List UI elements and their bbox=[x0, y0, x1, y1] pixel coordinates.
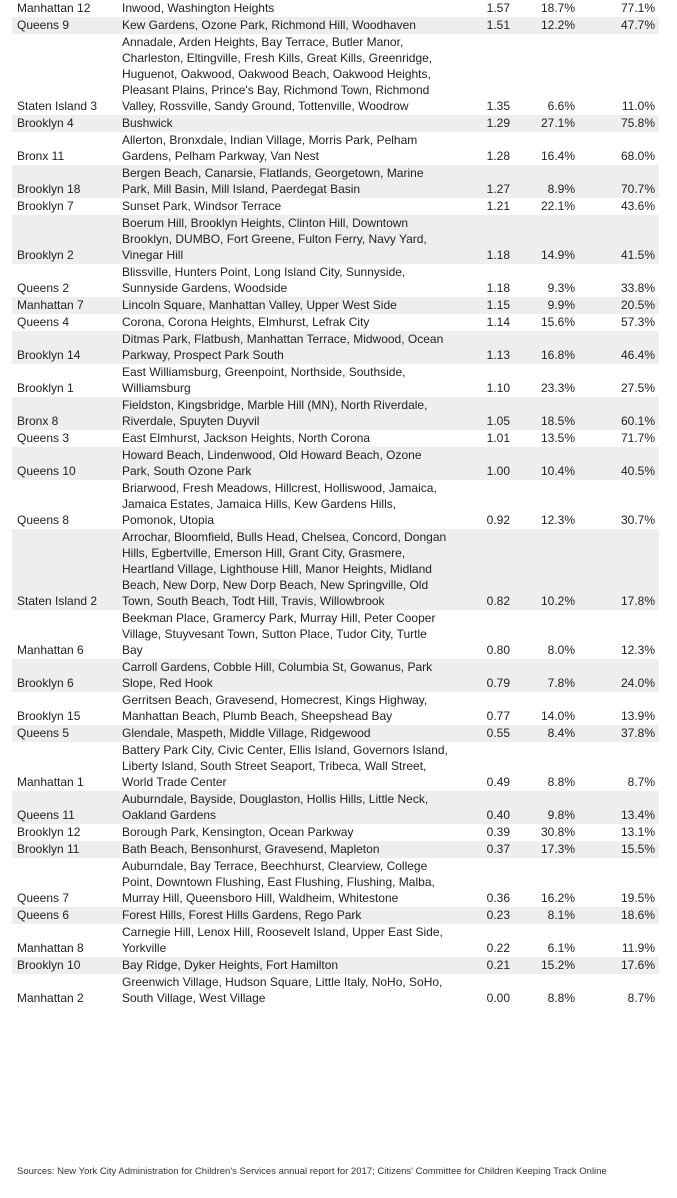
percent-a-cell: 6.6% bbox=[547, 99, 575, 113]
neighborhoods-cell: Lincoln Square, Manhattan Valley, Upper West Side bbox=[118, 297, 454, 314]
percent-b-cell: 47.7% bbox=[575, 17, 659, 34]
district-cell: Queens 4 bbox=[17, 315, 70, 329]
neighborhoods-cell: Blissville, Hunters Point, Long Island City, Sunnyside, Sunnyside Gardens, Woodside bbox=[122, 265, 406, 295]
neighborhoods-cell: Howard Beach, Lindenwood, Old Howard Beach, Ozone Park, South Ozone Park bbox=[118, 447, 454, 480]
district-cell: Staten Island 2 bbox=[12, 529, 118, 610]
district-cell: Brooklyn 10 bbox=[12, 957, 118, 974]
table-row bbox=[12, 215, 659, 264]
percent-b-cell: 12.3% bbox=[620, 643, 655, 657]
percent-b-cell: 41.5% bbox=[575, 215, 659, 264]
table-row bbox=[12, 841, 659, 858]
neighborhoods-cell: Bergen Beach, Canarsie, Flatlands, Georgetown, Marine Park, Mill Basin, Mill Island, Paerdegat Basin bbox=[118, 165, 454, 198]
percent-a-cell: 10.2% bbox=[518, 529, 575, 610]
district-cell: Brooklyn 7 bbox=[17, 199, 74, 213]
ratio-cell: 1.35 bbox=[486, 99, 510, 113]
percent-a-cell: 8.9% bbox=[518, 165, 575, 198]
ratio-cell: 1.18 bbox=[486, 281, 510, 295]
district-cell: Queens 6 bbox=[12, 907, 118, 924]
neighborhoods-cell: Battery Park City, Civic Center, Ellis Island, Governors Island, Liberty Island, South Street Seaport, Tribeca, Wall Street, World Trade Center bbox=[122, 743, 448, 789]
table-row bbox=[12, 17, 659, 34]
percent-a-cell: 27.1% bbox=[518, 115, 575, 132]
ratio-cell: 0.23 bbox=[454, 907, 518, 924]
percent-b-cell: 70.7% bbox=[575, 165, 659, 198]
table-row bbox=[12, 0, 659, 17]
district-cell: Queens 11 bbox=[12, 791, 118, 824]
neighborhoods-cell: Gerritsen Beach, Gravesend, Homecrest, Kings Highway, Manhattan Beach, Plumb Beach, Sheepshead Bay bbox=[122, 693, 428, 723]
district-cell: Brooklyn 6 bbox=[12, 659, 118, 692]
table-row bbox=[12, 132, 659, 165]
ratio-cell: 1.01 bbox=[486, 431, 510, 445]
table-row bbox=[12, 824, 659, 841]
neighborhoods-cell: Arrochar, Bloomfield, Bulls Head, Chelsea, Concord, Dongan Hills, Egbertville, Emerson Hill, Grant City, Grasmere, Heartland Village, Lighthouse Hill, Manor Heights, Midland Beach, New Dorp, New Dorp Beach, New Springville, Old Town, South Beach, Todt Hill, Travis, Willowbrook bbox=[118, 529, 454, 610]
ratio-cell: 0.37 bbox=[454, 841, 518, 858]
neighborhoods-cell: Kew Gardens, Ozone Park, Richmond Hill, Woodhaven bbox=[118, 17, 454, 34]
table-row bbox=[12, 957, 659, 974]
percent-b-cell: 46.4% bbox=[575, 331, 659, 364]
neighborhoods-cell: Bath Beach, Bensonhurst, Gravesend, Mapleton bbox=[118, 841, 454, 858]
percent-a-cell: 18.7% bbox=[540, 1, 575, 15]
percent-a-cell: 16.2% bbox=[540, 891, 575, 905]
ratio-cell: 0.39 bbox=[486, 825, 510, 839]
neighborhoods-cell: Beekman Place, Gramercy Park, Murray Hill, Peter Cooper Village, Stuyvesant Town, Sutton Place, Tudor City, Turtle Bay bbox=[122, 611, 436, 657]
ratio-cell: 0.92 bbox=[486, 513, 510, 527]
ratio-cell: 0.21 bbox=[454, 957, 518, 974]
ratio-cell: 1.18 bbox=[454, 215, 518, 264]
district-table bbox=[12, 0, 659, 1007]
percent-b-cell: 33.8% bbox=[620, 281, 655, 295]
table-row bbox=[12, 331, 659, 364]
table-row bbox=[12, 34, 659, 115]
neighborhoods-cell: Carnegie Hill, Lenox Hill, Roosevelt Island, Upper East Side, Yorkville bbox=[122, 925, 443, 955]
percent-b-cell: 24.0% bbox=[575, 659, 659, 692]
district-cell: Brooklyn 1 bbox=[17, 381, 74, 395]
percent-b-cell: 68.0% bbox=[620, 149, 655, 163]
neighborhoods-cell: Greenwich Village, Hudson Square, Little Italy, NoHo, SoHo, South Village, West Village bbox=[122, 975, 443, 1005]
percent-a-cell: 9.8% bbox=[518, 791, 575, 824]
ratio-cell: 1.57 bbox=[486, 1, 510, 15]
ratio-cell: 1.51 bbox=[454, 17, 518, 34]
district-cell: Staten Island 3 bbox=[17, 99, 98, 113]
ratio-cell: 1.15 bbox=[454, 297, 518, 314]
table-row bbox=[12, 165, 659, 198]
percent-b-cell: 30.7% bbox=[620, 513, 655, 527]
neighborhoods-cell: Sunset Park, Windsor Terrace bbox=[122, 199, 282, 213]
table-row bbox=[12, 314, 659, 331]
percent-b-cell: 27.5% bbox=[620, 381, 655, 395]
neighborhoods-cell: Borough Park, Kensington, Ocean Parkway bbox=[122, 825, 354, 839]
district-cell: Brooklyn 14 bbox=[12, 331, 118, 364]
percent-b-cell: 8.7% bbox=[627, 991, 655, 1005]
percent-a-cell: 15.6% bbox=[540, 315, 575, 329]
ratio-cell: 0.77 bbox=[486, 709, 510, 723]
percent-b-cell: 17.8% bbox=[575, 529, 659, 610]
district-cell: Queens 8 bbox=[17, 513, 70, 527]
percent-b-cell: 19.5% bbox=[620, 891, 655, 905]
neighborhoods-cell: Boerum Hill, Brooklyn Heights, Clinton Hill, Downtown Brooklyn, DUMBO, Fort Greene, Fulton Ferry, Navy Yard, Vinegar Hill bbox=[118, 215, 454, 264]
table-row bbox=[12, 858, 659, 907]
percent-b-cell: 57.3% bbox=[620, 315, 655, 329]
table-row bbox=[12, 725, 659, 742]
percent-a-cell: 12.2% bbox=[518, 17, 575, 34]
ratio-cell: 1.29 bbox=[454, 115, 518, 132]
percent-b-cell: 17.6% bbox=[575, 957, 659, 974]
percent-b-cell: 13.4% bbox=[575, 791, 659, 824]
ratio-cell: 1.27 bbox=[454, 165, 518, 198]
table-row bbox=[12, 198, 659, 215]
neighborhoods-cell: Bushwick bbox=[118, 115, 454, 132]
table-row bbox=[12, 529, 659, 610]
table-row bbox=[12, 791, 659, 824]
percent-a-cell: 9.3% bbox=[547, 281, 575, 295]
table-row bbox=[12, 907, 659, 924]
ratio-cell: 0.00 bbox=[486, 991, 510, 1005]
table-row bbox=[12, 974, 659, 1007]
percent-a-cell: 8.8% bbox=[547, 991, 575, 1005]
district-cell: Queens 7 bbox=[17, 891, 70, 905]
percent-b-cell: 13.9% bbox=[620, 709, 655, 723]
percent-a-cell: 8.8% bbox=[547, 775, 575, 789]
district-cell: Queens 2 bbox=[17, 281, 70, 295]
ratio-cell: 1.00 bbox=[454, 447, 518, 480]
district-cell: Brooklyn 12 bbox=[17, 825, 81, 839]
neighborhoods-cell: Auburndale, Bay Terrace, Beechhurst, Clearview, College Point, Downtown Flushing, East Flushing, Flushing, Malba, Murray Hill, Queensboro Hill, Waldheim, Whitestone bbox=[122, 859, 435, 905]
ratio-cell: 0.80 bbox=[486, 643, 510, 657]
neighborhoods-cell: Fieldston, Kingsbridge, Marble Hill (MN), North Riverdale, Riverdale, Spuyten Duyvil bbox=[118, 397, 454, 430]
table-row bbox=[12, 297, 659, 314]
table-row bbox=[12, 430, 659, 447]
neighborhoods-cell: Glendale, Maspeth, Middle Village, Ridgewood bbox=[118, 725, 454, 742]
percent-a-cell: 15.2% bbox=[518, 957, 575, 974]
neighborhoods-cell: Bay Ridge, Dyker Heights, Fort Hamilton bbox=[118, 957, 454, 974]
neighborhoods-cell: Corona, Corona Heights, Elmhurst, Lefrak City bbox=[122, 315, 370, 329]
district-cell: Manhattan 6 bbox=[17, 643, 84, 657]
district-cell: Queens 10 bbox=[12, 447, 118, 480]
neighborhoods-cell: Annadale, Arden Heights, Bay Terrace, Butler Manor, Charleston, Eltingville, Fresh Kills, Great Kills, Greenridge, Huguenot, Oakwood, Oakwood Beach, Oakwood Heights, Pleasant Plains, Prince's Bay, Richmond Town, Richmond Valley, Rossville, Sandy Ground, Tottenville, Woodrow bbox=[122, 35, 433, 113]
percent-b-cell: 60.1% bbox=[575, 397, 659, 430]
ratio-cell: 1.10 bbox=[486, 381, 510, 395]
percent-a-cell: 16.8% bbox=[518, 331, 575, 364]
ratio-cell: 0.22 bbox=[486, 941, 510, 955]
ratio-cell: 1.28 bbox=[486, 149, 510, 163]
percent-a-cell: 9.9% bbox=[518, 297, 575, 314]
ratio-cell: 0.40 bbox=[454, 791, 518, 824]
percent-b-cell: 15.5% bbox=[575, 841, 659, 858]
table-row bbox=[12, 742, 659, 791]
district-cell: Manhattan 2 bbox=[17, 991, 84, 1005]
table-row bbox=[12, 264, 659, 297]
district-cell: Queens 3 bbox=[17, 431, 70, 445]
district-cell: Queens 5 bbox=[12, 725, 118, 742]
district-cell: Brooklyn 15 bbox=[17, 709, 81, 723]
table-row bbox=[12, 610, 659, 659]
percent-b-cell: 20.5% bbox=[575, 297, 659, 314]
district-cell: Queens 9 bbox=[12, 17, 118, 34]
district-cell: Manhattan 7 bbox=[12, 297, 118, 314]
percent-b-cell: 18.6% bbox=[575, 907, 659, 924]
district-cell: Manhattan 1 bbox=[17, 775, 84, 789]
table-row bbox=[12, 480, 659, 529]
neighborhoods-cell: Auburndale, Bayside, Douglaston, Hollis Hills, Little Neck, Oakland Gardens bbox=[118, 791, 454, 824]
ratio-cell: 0.79 bbox=[454, 659, 518, 692]
percent-a-cell: 13.5% bbox=[540, 431, 575, 445]
percent-a-cell: 16.4% bbox=[540, 149, 575, 163]
district-cell: Bronx 8 bbox=[12, 397, 118, 430]
neighborhoods-cell: Allerton, Bronxdale, Indian Village, Morris Park, Pelham Gardens, Pelham Parkway, Van Nest bbox=[122, 133, 418, 163]
percent-a-cell: 12.3% bbox=[540, 513, 575, 527]
ratio-cell: 0.55 bbox=[454, 725, 518, 742]
percent-a-cell: 30.8% bbox=[540, 825, 575, 839]
ratio-cell: 1.21 bbox=[486, 199, 510, 213]
table-row bbox=[12, 447, 659, 480]
table-body bbox=[12, 0, 659, 1007]
neighborhoods-cell: East Williamsburg, Greenpoint, Northside, Southside, Williamsburg bbox=[122, 365, 406, 395]
table-row bbox=[12, 924, 659, 957]
district-cell: Brooklyn 4 bbox=[12, 115, 118, 132]
table-row bbox=[12, 692, 659, 725]
source-note: Sources: New York City Administration for Children's Services annual report for 2017; Citizens' Committee for Children Keeping Track Online bbox=[17, 1166, 607, 1177]
percent-a-cell: 6.1% bbox=[547, 941, 575, 955]
table-row bbox=[12, 364, 659, 397]
percent-b-cell: 11.9% bbox=[621, 941, 655, 955]
percent-b-cell: 71.7% bbox=[620, 431, 655, 445]
percent-a-cell: 14.0% bbox=[540, 709, 575, 723]
percent-b-cell: 75.8% bbox=[575, 115, 659, 132]
neighborhoods-cell: Briarwood, Fresh Meadows, Hillcrest, Holliswood, Jamaica, Jamaica Estates, Jamaica Hills, Kew Gardens Hills, Pomonok, Utopia bbox=[122, 481, 437, 527]
percent-a-cell: 23.3% bbox=[540, 381, 575, 395]
ratio-cell: 0.49 bbox=[486, 775, 510, 789]
neighborhoods-cell: Inwood, Washington Heights bbox=[122, 1, 275, 15]
percent-a-cell: 14.9% bbox=[518, 215, 575, 264]
ratio-cell: 0.36 bbox=[486, 891, 510, 905]
percent-a-cell: 7.8% bbox=[518, 659, 575, 692]
percent-b-cell: 11.0% bbox=[621, 99, 655, 113]
table-row bbox=[12, 659, 659, 692]
percent-b-cell: 40.5% bbox=[575, 447, 659, 480]
percent-b-cell: 37.8% bbox=[575, 725, 659, 742]
district-cell: Manhattan 12 bbox=[17, 1, 91, 15]
district-cell: Brooklyn 2 bbox=[12, 215, 118, 264]
percent-a-cell: 8.4% bbox=[518, 725, 575, 742]
percent-b-cell: 13.1% bbox=[620, 825, 655, 839]
ratio-cell: 1.05 bbox=[454, 397, 518, 430]
table-row bbox=[12, 397, 659, 430]
percent-a-cell: 8.1% bbox=[518, 907, 575, 924]
neighborhoods-cell: East Elmhurst, Jackson Heights, North Corona bbox=[122, 431, 371, 445]
percent-a-cell: 22.1% bbox=[540, 199, 575, 213]
neighborhoods-cell: Ditmas Park, Flatbush, Manhattan Terrace, Midwood, Ocean Parkway, Prospect Park South bbox=[118, 331, 454, 364]
percent-b-cell: 43.6% bbox=[620, 199, 655, 213]
ratio-cell: 1.13 bbox=[454, 331, 518, 364]
neighborhoods-cell: Carroll Gardens, Cobble Hill, Columbia St, Gowanus, Park Slope, Red Hook bbox=[118, 659, 454, 692]
percent-a-cell: 17.3% bbox=[518, 841, 575, 858]
district-cell: Bronx 11 bbox=[17, 149, 65, 163]
ratio-cell: 1.14 bbox=[486, 315, 510, 329]
district-cell: Brooklyn 11 bbox=[12, 841, 118, 858]
district-cell: Manhattan 8 bbox=[17, 941, 84, 955]
neighborhoods-cell: Forest Hills, Forest Hills Gardens, Rego Park bbox=[118, 907, 454, 924]
percent-a-cell: 8.0% bbox=[547, 643, 575, 657]
district-cell: Brooklyn 18 bbox=[12, 165, 118, 198]
percent-b-cell: 8.7% bbox=[627, 775, 655, 789]
percent-a-cell: 10.4% bbox=[518, 447, 575, 480]
table-row bbox=[12, 115, 659, 132]
percent-b-cell: 77.1% bbox=[620, 1, 655, 15]
ratio-cell: 0.82 bbox=[454, 529, 518, 610]
percent-a-cell: 18.5% bbox=[518, 397, 575, 430]
